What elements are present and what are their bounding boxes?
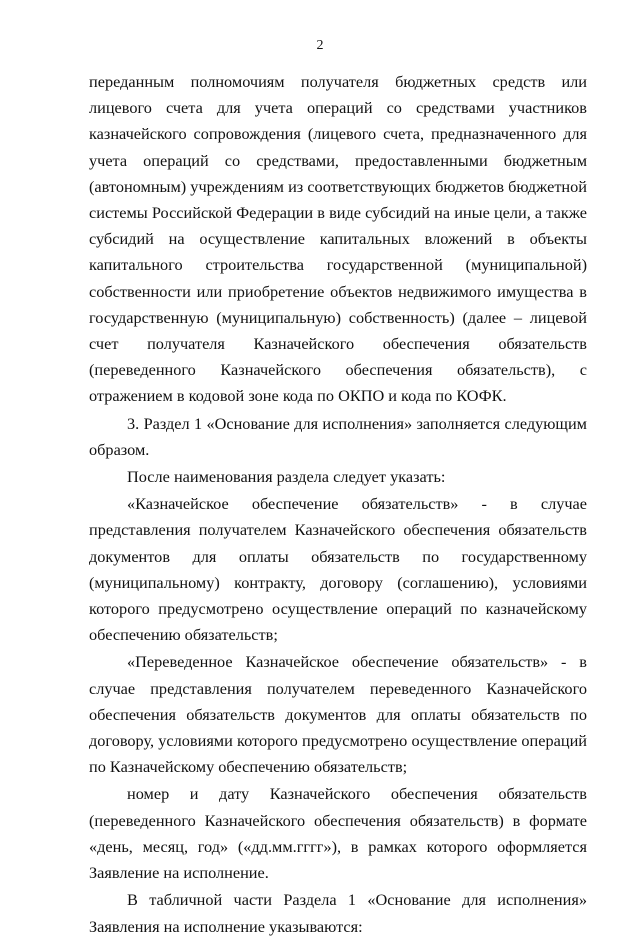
- page-number: 2: [316, 38, 324, 53]
- paragraph-treasury-security: «Казначейское обеспечение обязательств» - в случае представления получателем Казначейского обеспечения обязательств документов для оплаты обязательств по государственному (муниципальному) контракту, договору (соглашению), условиями которого предусмотрено осуществление операций по казначейскому обеспечению обязательств;: [89, 494, 587, 645]
- paragraph-after-section-name: После наименования раздела следует указать:: [127, 467, 446, 487]
- paragraph-number-and-date: номер и дату Казначейского обеспечения обязательств (переведенного Казначейского обеспечения обязательств) в формате «день, месяц, год» («дд.мм.гггг»), в рамках которого оформляется Заявление на исполнение.: [89, 784, 587, 883]
- paragraph-section-3: 3. Раздел 1 «Основание для исполнения» заполняется следующим образом.: [89, 413, 587, 459]
- paragraph-continuation: переданным полномочиям получателя бюджетных средств или лицевого счета для учета операций со средствами участников казначейского сопровождения (лицевого счета, предназначенного для учета операций со средствами, предоставленными бюджетным (автономным) учреждениям из соответствующих бюджетов бюджетной системы Российской Федерации в виде субсидий на иные цели, а также субсидий на осуществление капитальных вложений в объекты капитального строительства государственной (муниципальной) собственности или приобретение объектов недвижимого имущества в государственную (муниципальную) собственность) (далее – лицевой счет получателя Казначейского обеспечения обязательств (переведенного Казначейского обеспечения обязательств), с отражением в кодовой зоне кода по ОКПО и кода по КОФК.: [89, 72, 587, 406]
- document-body: [89, 69, 587, 940]
- paragraph-transferred-treasury-security: «Переведенное Казначейское обеспечение обязательств» - в случае представления получателем переведенного Казначейского обеспечения обязательств документов для оплаты обязательств по договору, условиями которого предусмотрено осуществление операций по Казначейскому обеспечению обязательств;: [89, 652, 587, 777]
- paragraph-table-part: В табличной части Раздела 1 «Основание для исполнения» Заявления на исполнение указываются:: [89, 890, 587, 936]
